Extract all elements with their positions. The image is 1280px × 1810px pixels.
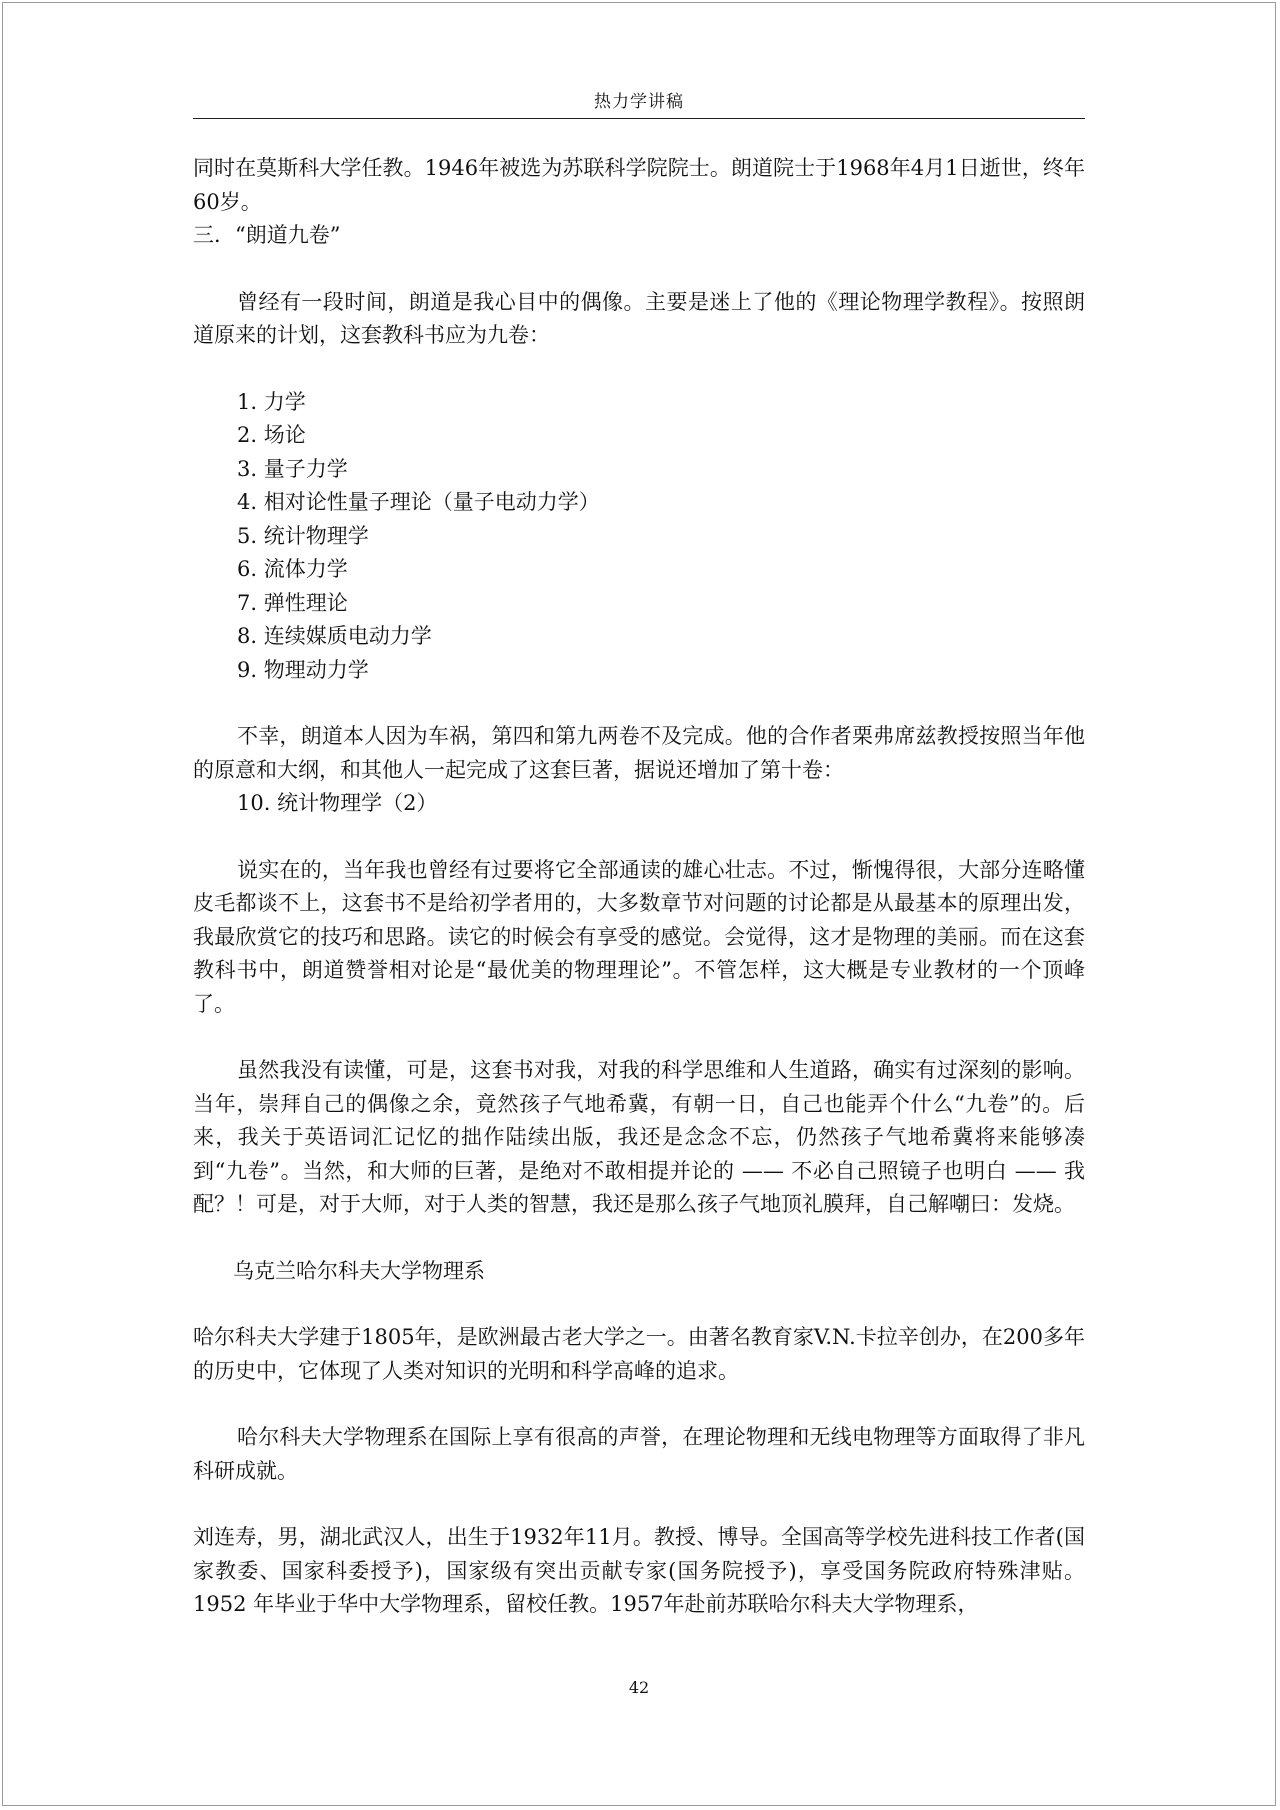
volume-item: 7. 弹性理论 <box>237 590 348 615</box>
paragraph-kharkov-physics: 哈尔科夫大学物理系在国际上享有很高的声誉，在理论物理和无线电物理等方面取得了非凡科研成就。 <box>193 1425 1085 1483</box>
section-heading-nine-volumes: 三．“朗道九卷” <box>193 223 341 247</box>
paragraph-ambition: 说实在的，当年我也曾经有过要将它全部通读的雄心壮志。不过，惭愧得很，大部分连略懂皮毛都谈不上，这套书不是给初学者用的，大多数章节对问题的讨论都是从最基本的原理出发，我最欣赏它的技巧和思路。读它的时候会有享受的感觉。会觉得，这才是物理的美丽。而在这套教科书中，朗道赞誉相对论是“最优美的物理理论”。不管怎样，这大概是专业教材的一个顶峰了。 <box>193 857 1085 1016</box>
volume-item-10: 10. 统计物理学（2） <box>237 791 438 815</box>
paragraph-accident: 不幸，朗道本人因为车祸，第四和第九两卷不及完成。他的合作者栗弗席兹教授按照当年他的原意和大纲，和其他人一起完成了这套巨著，据说还增加了第十卷： <box>193 724 1085 782</box>
volume-item: 5. 统计物理学 <box>237 523 369 548</box>
volume-item: 9. 物理动力学 <box>237 657 369 682</box>
paragraph-influence: 虽然我没有读懂，可是，这套书对我，对我的科学思维和人生道路，确实有过深刻的影响。当年，崇拜自己的偶像之余，竟然孩子气地希冀，有朝一日，自己也能弄个什么“九卷”的。后来，我关于英语词汇记忆的拙作陆续出版，我还是念念不忘，仍然孩子气地希冀将来能够凑到“九卷”。当然，和大师的巨著，是绝对不敢相提并论的 —— 不必自己照镜子也明白 —— 我配？！可是，对于大师，对于人类的智慧，我还是那么孩子气地顶礼膜拜，自己解嘲曰：发烧。 <box>193 1058 1085 1216</box>
paragraph-kharkov-history: 哈尔科夫大学建于1805年，是欧洲最古老大学之一。由著名教育家V.N.卡拉辛创办，在200多年的历史中，它体现了人类对知识的光明和科学高峰的追求。 <box>193 1325 1085 1383</box>
volume-item: 3. 量子力学 <box>237 456 348 481</box>
volume-item: 6. 流体力学 <box>237 557 348 581</box>
volume-item: 4. 相对论性量子理论（量子电动力学） <box>237 490 600 514</box>
paragraph-liu-lianshou: 刘连寿，男，湖北武汉人，出生于1932年11月。教授、博导。全国高等学校先进科技工作者(国家教委、国家科委授予)，国家级有突出贡献专家(国务院授予)，享受国务院政府特殊津贴。1952 年毕业于华中大学物理系，留校任教。1957年赴前苏联哈尔科夫大学物理系， <box>193 1525 1085 1616</box>
header-rule <box>193 118 1085 119</box>
paragraph-idol: 曾经有一段时间，朗道是我心目中的偶像。主要是迷上了他的《理论物理学教程》。按照朗道原来的计划，这套教科书应为九卷： <box>193 289 1085 347</box>
paragraph-academician: 同时在莫斯科大学任教。1946年被选为苏联科学院院士。朗道院士于1968年4月1日逝世，终年60岁。 <box>193 156 1085 214</box>
volume-item: 1. 力学 <box>237 389 306 414</box>
running-header-title: 热力学讲稿 <box>594 92 684 112</box>
section-title-kharkov: 乌克兰哈尔科夫大学物理系 <box>233 1258 485 1283</box>
page-body <box>193 152 1085 1622</box>
volume-item: 2. 场论 <box>237 423 306 447</box>
volume-list <box>193 386 1085 688</box>
page-number: 42 <box>628 1678 650 1697</box>
volume-item: 8. 连续媒质电动力学 <box>237 624 432 648</box>
